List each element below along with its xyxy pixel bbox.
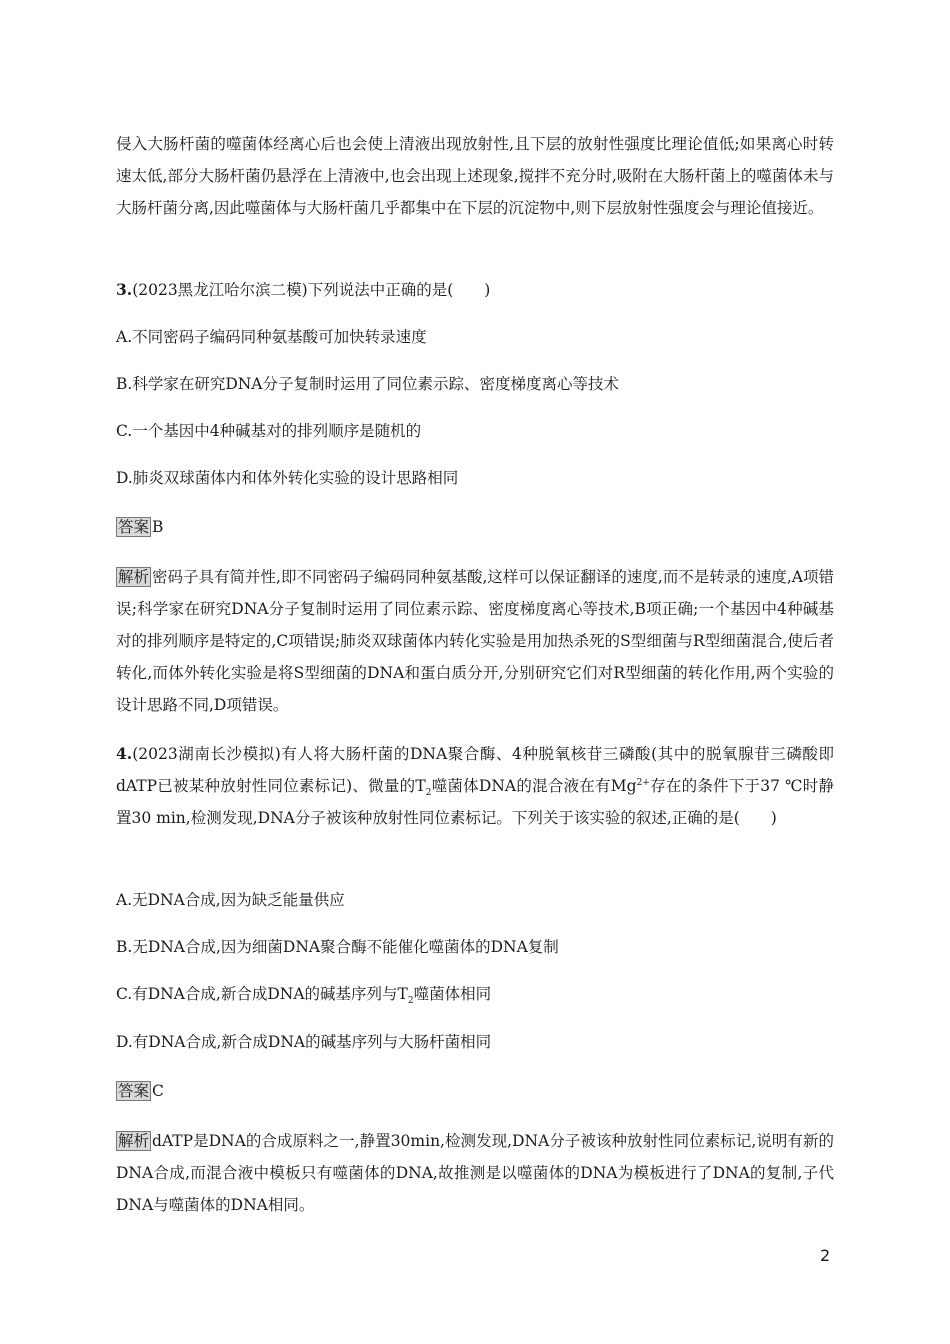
q3-number: 3. [116,280,133,299]
q3-option-d: D.肺炎双球菌体内和体外转化实验的设计思路相同 [116,469,459,487]
q3-option-a: A.不同密码子编码同种氨基酸可加快转录速度 [116,328,427,346]
q3-analysis [116,561,834,721]
page-number: 2 [820,1246,831,1265]
q4-answer [116,1079,834,1103]
q4-stem [116,738,834,834]
q3-analysis-text: 密码子具有简并性,即不同密码子编码同种氨基酸,这样可以保证翻译的速度,而不是转录的速度,A项错误;科学家在研究DNA分子复制时运用了同位素示踪、密度梯度离心等技术,B项正确;一个基因中4种碱基对的排列顺序是特定的,C项错误;肺炎双球菌体内转化实验是用加热杀死的S型细菌与R型细菌混合,使后者转化,而体外转化实验是将S型细菌的DNA和蛋白质分开,分别研究它们对R型细菌的转化作用,两个实验的设计思路不同,D项错误。 [116,568,834,714]
q4-analysis [116,1125,834,1221]
q4-stem-part2: 噬菌体DNA的混合液在有Mg [431,777,637,795]
answer-label: 答案 [118,518,150,536]
q4-number: 4. [116,744,133,763]
q4-option-c-part1: C.有DNA合成,新合成DNA的碱基序列与T [116,985,408,1003]
q3-option-b: B.科学家在研究DNA分子复制时运用了同位素示踪、密度梯度离心等技术 [116,375,620,393]
q3-stem [116,278,834,302]
q4-option-c [116,982,834,1006]
q4-stem-part1: (2023湖南长沙模拟)有人将大肠杆菌的DNA聚合酶、4种脱氧核苷三磷酸(其中的脱氧腺苷三磷酸即dATP已被某种放射性同位素标记)、微量的T [116,745,834,795]
q4-analysis-text: dATP是DNA的合成原料之一,静置30min,检测发现,DNA分子被该种放射性同位素标记,说明有新的DNA合成,而混合液中模板只有噬菌体的DNA,故推测是以噬菌体的DNA为模板进行了DNA的复制,子代DNA与噬菌体的DNA相同。 [116,1132,834,1214]
q3-stem-text: (2023黑龙江哈尔滨二模)下列说法中正确的是( ) [132,281,491,299]
q4-option-c-sub: 2 [407,996,414,1007]
q4-option-c-part2: 噬菌体相同 [413,985,492,1003]
q4-option-a: A.无DNA合成,因为缺乏能量供应 [116,891,345,909]
q3-option-c: C.一个基因中4种碱基对的排列顺序是随机的 [116,422,422,440]
q4-stem-sub: 2 [425,788,432,799]
q4-answer-value: C [152,1082,164,1100]
q4-option-d: D.有DNA合成,新合成DNA的碱基序列与大肠杆菌相同 [116,1033,492,1051]
q3-answer-value: B [152,518,164,536]
intro-paragraph: 侵入大肠杆菌的噬菌体经离心后也会使上清液出现放射性,且下层的放射性强度比理论值低;如果离心时转速太低,部分大肠杆菌仍悬浮在上清液中,也会出现上述现象,搅拌不充分时,吸附在大肠杆菌上的噬菌体未与大肠杆菌分离,因此噬菌体与大肠杆菌几乎都集中在下层的沉淀物中,则下层放射性强度会与理论值接近。 [116,135,834,217]
q4-stem-part3: 存在的条件下于37 ℃时静置30 min,检测发现,DNA分子被该种放射性同位素标记。下列关于该实验的叙述,正确的是( ) [116,777,834,827]
q3-answer [116,515,834,539]
q4-option-b: B.无DNA合成,因为细菌DNA聚合酶不能催化噬菌体的DNA复制 [116,938,559,956]
analysis-label: 解析 [118,568,150,586]
analysis-label: 解析 [118,1132,150,1150]
answer-label: 答案 [118,1082,150,1100]
q4-stem-sup: 2+ [636,777,650,788]
